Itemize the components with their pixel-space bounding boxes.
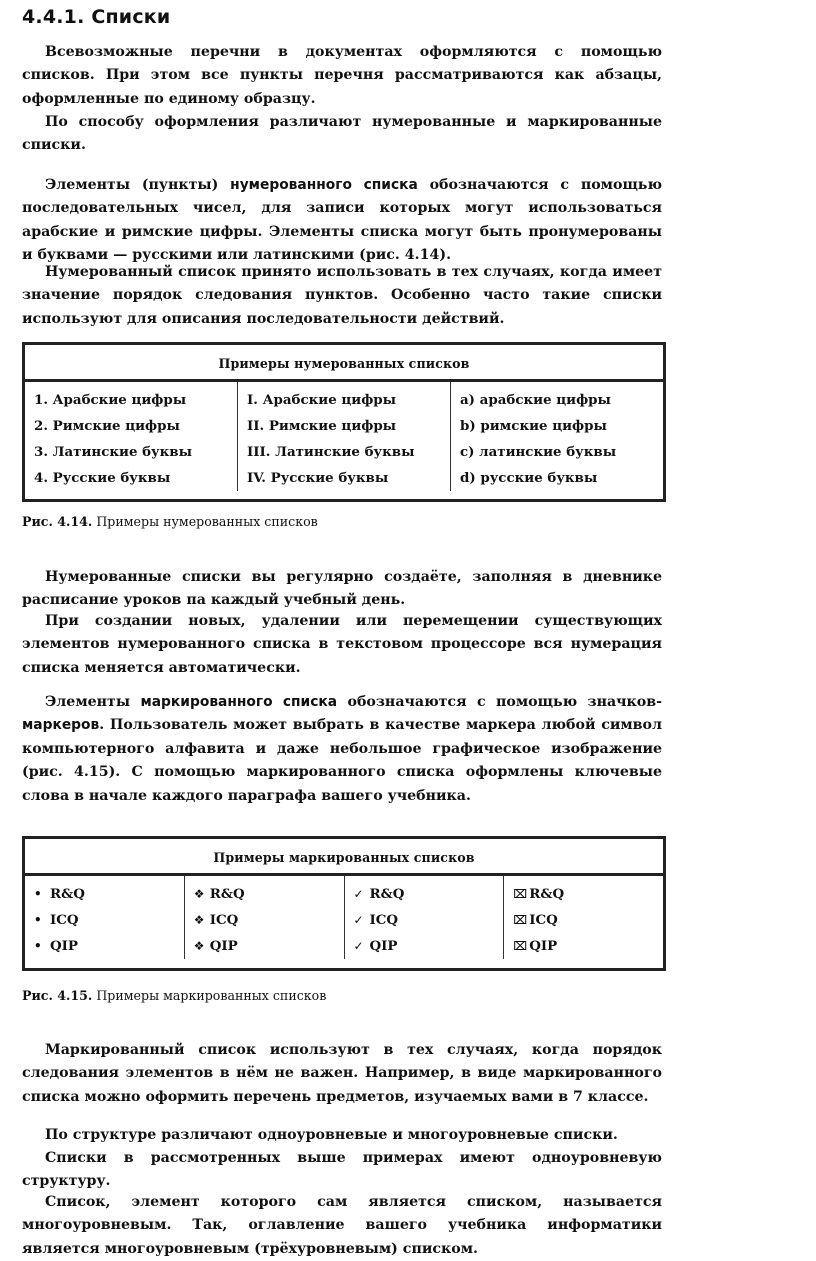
column-arabic	[25, 382, 238, 491]
item-text: QIP	[50, 938, 78, 954]
text-segment: Элементы (пункты)	[45, 177, 231, 193]
list-item	[354, 933, 504, 959]
text-segment: обозначаются с помощью последовательных чисел, для записи которых могут использоваться арабские и римские цифры. Элементы списка могут быть пронумерованы и буквами — русскими или латинскими (рис. 4.14).	[22, 177, 662, 264]
list-item: I. Арабские цифры	[247, 392, 397, 408]
paragraph-bulleted-usage: Маркированный список используют в тех случаях, когда порядок следования элементов в нём не важен. Например, в виде маркированного списка можно оформить перечень предметов, изучаемых вами в 7 классе.	[22, 1042, 662, 1105]
item-text: QIP	[369, 938, 398, 954]
caption-number: Рис. 4.15.	[22, 988, 93, 1003]
item-text: ICQ	[529, 912, 558, 928]
boxed-x-icon: ⌧	[513, 939, 528, 953]
list-item: 4. Русские буквы	[34, 470, 171, 486]
checkmark-icon: ✓	[353, 939, 364, 953]
figure-caption-4-15	[22, 988, 326, 1003]
term-markers: маркеров	[22, 717, 100, 734]
list-item: III. Латинские буквы	[247, 444, 415, 460]
figure-table-title: Примеры маркированных списков	[25, 839, 663, 876]
paragraph-lists-intro: Всевозможные перечни в документах оформляются с помощью списков. При этом все пункты перечня рассматриваются как абзацы, оформленные по единому образцу.	[22, 44, 662, 107]
list-item	[513, 907, 663, 933]
numbered-lists-figure	[22, 342, 666, 502]
list-item	[354, 881, 504, 907]
list-item: d) русские буквы	[460, 470, 598, 486]
column-roman	[238, 382, 451, 491]
item-text: QIP	[209, 938, 238, 954]
column-bullet-diamond	[185, 876, 345, 959]
item-text: R&Q	[369, 886, 405, 902]
figure-caption-4-14	[22, 514, 318, 529]
paragraph-numbered-definition	[22, 174, 662, 268]
list-item: 2. Римские цифры	[34, 418, 180, 434]
list-item	[354, 907, 504, 933]
diamond-bullet-icon: ❖	[193, 939, 205, 953]
figure-table-title: Примеры нумерованных списков	[25, 345, 663, 382]
figure-columns	[25, 382, 663, 491]
term-bulleted-list: маркированного списка	[140, 694, 338, 710]
column-bullet-check	[345, 876, 505, 959]
term-numbered-list: нумерованного списка	[230, 177, 418, 193]
list-item	[34, 881, 184, 907]
diamond-bullet-icon: ❖	[193, 913, 205, 927]
list-item	[194, 933, 344, 959]
list-item	[194, 881, 344, 907]
checkmark-icon: ✓	[353, 913, 364, 927]
caption-text: Примеры нумерованных списков	[92, 514, 318, 529]
bullet-dot-icon: •	[34, 913, 42, 927]
list-item	[34, 933, 184, 959]
bullet-dot-icon: •	[34, 887, 42, 901]
paragraph-auto-numbering: При создании новых, удалении или перемещении существующих элементов нумерованного списка в текстовом процессоре вся нумерация списка меняется автоматически.	[22, 613, 662, 676]
list-item	[34, 907, 184, 933]
figure-columns	[25, 876, 663, 959]
boxed-x-icon: ⌧	[513, 913, 528, 927]
paragraph-list-types: По способу оформления различают нумерованные и маркированные списки.	[22, 114, 662, 154]
paragraph-numbered-usage: Нумерованный список принято использовать в тех случаях, когда имеет значение порядок следования пунктов. Особенно часто такие списки используют для описания последовательности действий.	[22, 264, 662, 327]
item-text: R&Q	[529, 886, 565, 902]
paragraph-bulleted-definition	[22, 691, 662, 808]
text-segment: . Пользователь может выбрать в качестве маркера любой символ компьютерного алфавита и даже небольшое графическое изображение (рис. 4.15). С помощью маркированного списка оформлены ключевые слова в начале каждого параграфа вашего учебника.	[22, 717, 662, 804]
text-segment: обозначаются с помощью значков-	[337, 694, 663, 710]
item-text: ICQ	[50, 912, 79, 928]
section-heading: 4.4.1. Списки	[22, 6, 171, 28]
item-text: ICQ	[369, 912, 399, 928]
list-item: c) латинские буквы	[460, 444, 617, 460]
list-item: 1. Арабские цифры	[34, 392, 187, 408]
list-item: II. Римские цифры	[247, 418, 397, 434]
list-item: a) арабские цифры	[460, 392, 611, 408]
bullet-dot-icon: •	[34, 939, 42, 953]
diamond-bullet-icon: ❖	[193, 887, 205, 901]
item-text: R&Q	[209, 886, 245, 902]
paragraph-single-level: Списки в рассмотренных выше примерах имеют одноуровневую структуру.	[22, 1150, 662, 1190]
boxed-x-icon: ⌧	[513, 887, 528, 901]
paragraph-diary-example: Нумерованные списки вы регулярно создаёте, заполняя в дневнике расписание уроков па каждый учебный день.	[22, 569, 662, 609]
column-bullet-boxed	[504, 876, 663, 959]
list-item: 3. Латинские буквы	[34, 444, 193, 460]
item-text: QIP	[529, 938, 558, 954]
list-item	[513, 881, 663, 907]
column-letters	[451, 382, 663, 491]
bulleted-lists-figure	[22, 836, 666, 971]
item-text: ICQ	[209, 912, 239, 928]
text-segment: Элементы	[45, 694, 141, 710]
paragraph-structure-types: По структуре различают одноуровневые и многоуровневые списки.	[45, 1127, 618, 1143]
column-bullet-dot	[25, 876, 185, 959]
checkmark-icon: ✓	[353, 887, 364, 901]
item-text: R&Q	[50, 886, 85, 902]
caption-text: Примеры маркированных списков	[92, 988, 327, 1003]
list-item: b) римские цифры	[460, 418, 607, 434]
paragraph-multi-level: Список, элемент которого сам является списком, называется многоуровневым. Так, оглавление вашего учебника информатики является многоуровневым (трёхуровневым) списком.	[22, 1194, 662, 1257]
caption-number: Рис. 4.14.	[22, 514, 93, 529]
list-item	[513, 933, 663, 959]
list-item	[194, 907, 344, 933]
list-item: IV. Русские буквы	[247, 470, 389, 486]
